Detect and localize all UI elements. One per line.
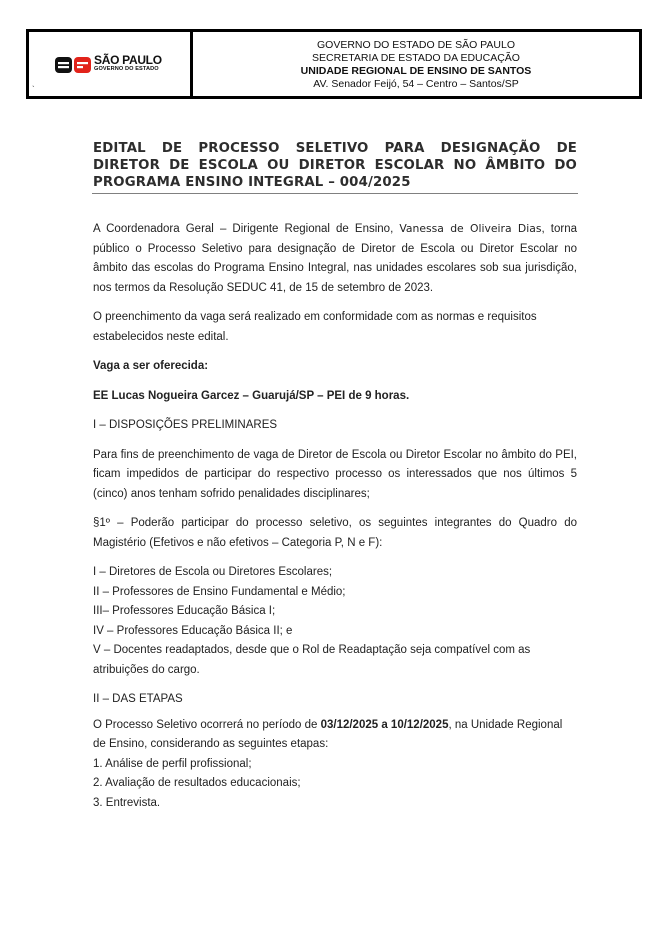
secretariat-line: SECRETARIA DE ESTADO DA EDUCAÇÃO — [312, 51, 520, 64]
document-body — [93, 219, 577, 813]
government-line: GOVERNO DO ESTADO DE SÃO PAULO — [317, 38, 515, 51]
logo-name: SÃO PAULO — [94, 53, 162, 67]
stages-paragraph — [93, 716, 577, 755]
sp-logo-icon — [55, 56, 91, 74]
stages-text-start: O Processo Seletivo ocorrerá no período de — [93, 718, 321, 731]
stray-mark: ` — [32, 85, 35, 94]
address-line: AV. Senador Feijó, 54 – Centro – Santos/SP — [313, 77, 519, 90]
eligibility-paragraph: §1º – Poderão participar do processo seletivo, os seguintes integrantes do Quadro do Magistério (Efetivos e não efetivos – Categoria P, N e F): — [93, 517, 577, 549]
list-item: II – Professores de Ensino Fundamental e Médio; — [93, 585, 346, 598]
impediment-paragraph: Para fins de preenchimento de vaga de Diretor de Escola ou Diretor Escolar no âmbito do PEI, ficam impedidos de participar do respectivo processo os interessados que nos últimos 5 (cinco) anos tenham sofrido penalidades disciplinares; — [93, 448, 577, 500]
list-item: 2. Avaliação de resultados educacionais; — [93, 777, 301, 789]
list-item: 3. Entrevista. — [93, 796, 161, 809]
eligible-list — [93, 563, 577, 680]
director-name: Vanessa de Oliveira Dias — [399, 222, 542, 235]
section-heading-preliminary: I – DISPOSIÇÕES PRELIMINARES — [93, 419, 278, 431]
stages-list — [93, 755, 577, 814]
logo-subtitle: GOVERNO DO ESTADO — [94, 66, 159, 72]
institution-info — [193, 32, 639, 96]
list-item: 1. Análise de perfil profissional; — [93, 757, 252, 770]
intro-paragraph — [93, 219, 577, 298]
intro-text-start: A Coordenadora Geral – Dirigente Regional de Ensino, — [93, 223, 400, 235]
letterhead — [26, 29, 642, 99]
conformity-paragraph: O preenchimento da vaga será realizado em conformidade com as normas e requisitos estabelecidos neste edital. — [93, 311, 537, 343]
stages-text-end: , na Unidade Regional de Ensino, considerando as seguintes etapas: — [93, 718, 563, 750]
selection-period: 03/12/2025 a 10/12/2025 — [320, 718, 449, 731]
section-heading-stages: II – DAS ETAPAS — [93, 693, 183, 705]
vacancy-school: EE Lucas Nogueira Garcez – Guarujá/SP – PEI de 9 horas. — [93, 389, 410, 402]
vacancy-heading: Vaga a ser oferecida: — [93, 360, 209, 372]
logo-cell — [29, 32, 193, 96]
intro-text-end: , torna público o Processo Seletivo para designação de Diretor de Escola ou Diretor Escolar no âmbito das escolas do Programa Ensino Integral, nas unidades escolares sob sua jurisdição, nos termos da Resolução SEDUC 41, de 15 de setembro de 2023. — [93, 223, 577, 294]
list-item: I – Diretores de Escola ou Diretores Escolares; — [93, 566, 333, 578]
logo-wordmark — [94, 54, 162, 73]
document-title: EDITAL DE PROCESSO SELETIVO PARA DESIGNAÇÃO DE DIRETOR DE ESCOLA OU DIRETOR ESCOLAR NO ÂMBITO DO PROGRAMA ENSINO INTEGRAL – 004/2025 — [93, 141, 577, 190]
list-item: III– Professores Educação Básica I; — [93, 605, 276, 617]
list-item: V – Docentes readaptados, desde que o Rol de Readaptação seja compatível com as atribuições do cargo. — [93, 644, 531, 676]
regional-unit-line: UNIDADE REGIONAL DE ENSINO DE SANTOS — [300, 64, 532, 77]
title-divider — [92, 193, 578, 194]
list-item: IV – Professores Educação Básica II; e — [93, 624, 293, 637]
